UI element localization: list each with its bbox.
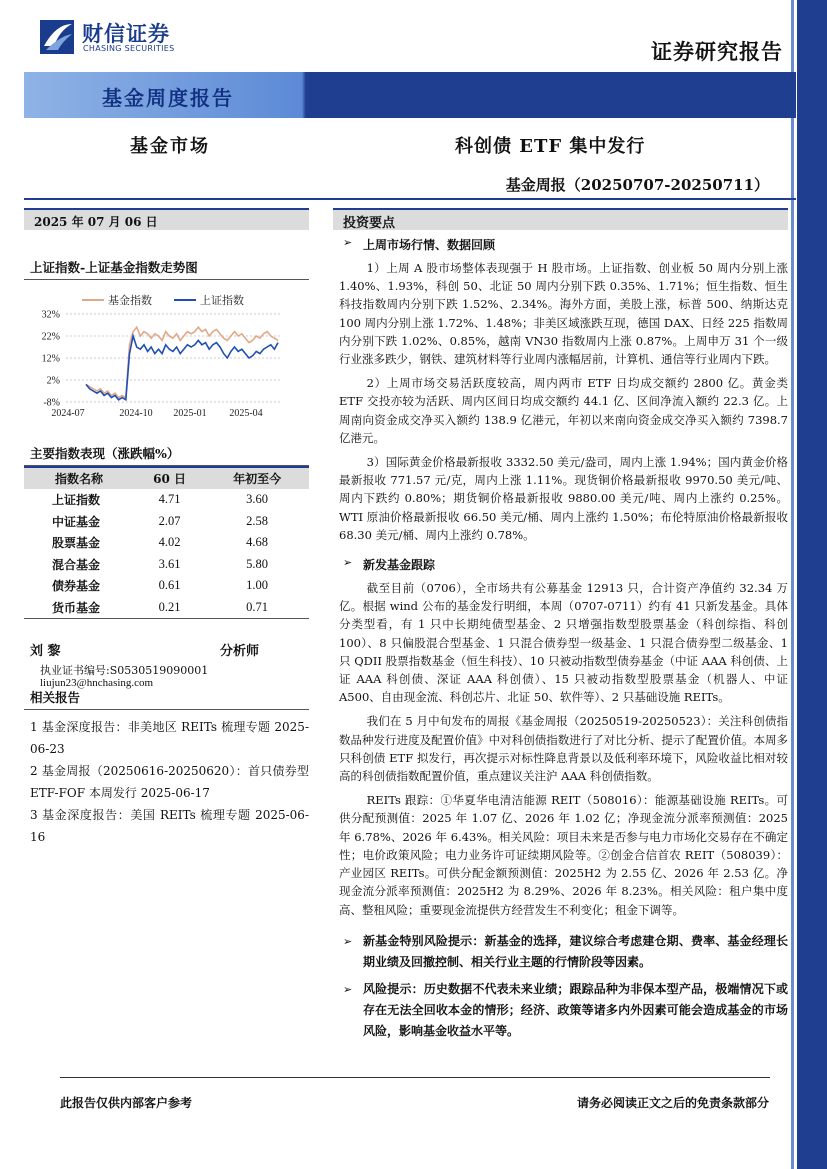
banner-title: 基金周度报告 [102,86,234,110]
paragraph: 截至目前（0706），全市场共有公募基金 12913 只，合计资产净值约 32.34 万亿。根据 wind 公布的基金发行明细，本周（0707-0711）约有 41 只新发基金。具体分类型看，有 1 只中长期纯债型基金、2 只增强指数型股票基金（科创综指、科创 100）、8 只偏股混合型基金、1 只混合债券型一级基金、1 只混合债券型二级基金、1 只 QDII 股票指数基金（恒生科技）、10 只被动指数型债券基金（中证 AAA 科创债、上证 AAA 科创债、深证 AAA 科创债）、15 只被动指数型股票基金（机器人、中证 A500、自由现金流、科创芯片、北证 50、软件等）、2 只基础设施 REITs。 [339,581,788,705]
section-title-market: ➢ 上周市场行情、数据回顾 [333,236,788,253]
left-column [24,208,309,844]
legend-label: 基金指数 [108,294,152,307]
section-title-new-funds: ➢ 新发基金跟踪 [333,556,788,573]
index-60d: 2.07 [158,513,181,528]
side-stripe [797,0,827,1169]
x-tick-label: 2024-07 [51,408,85,419]
table-row [24,554,309,576]
report-type: 证券研究报告 [651,39,783,64]
footer-divider [60,1077,770,1078]
x-tick-label: 2025-01 [173,408,207,419]
table-row [24,489,309,511]
x-tick-label: 2025-04 [229,408,263,419]
table-row [24,575,309,597]
page-title: 科创债 ETF 集中发行 [455,136,646,157]
y-tick-label: 2% [46,375,60,387]
index-ytd: 0.71 [205,597,309,619]
y-tick-label: -8% [43,397,60,409]
paragraph: 3）国际黄金价格最新报收 3332.50 美元/盎司，周内上涨 1.94%；国内黄金价格最新报收 771.57 元/克，周内上涨 1.11%。现货铜价格最新报收 9970.50 美元/吨、周内下跌约 0.80%；期货铜价格最新报收 9880.00 美元/吨、周内上涨约 0.25%。WTI 原油价格最新报收 66.50 美元/桶、周内上涨约 1.50%；布伦特原油价格最新报收 68.30 美元/桶、周内上涨约 0.78%。 [339,455,788,542]
footer-disclaimer: 请务必阅读正文之后的免责条款部分 [576,1096,769,1110]
index-ytd: 1.00 [246,578,268,593]
related-reports [24,688,309,848]
report-banner [24,72,796,118]
risk-warning: ➢ 风险提示：历史数据不代表未来业绩；跟踪品种为非保本型产品，极端情况下或存在无法全回收本金的情形；经济、政策等诸多内外因素可能会造成基金的市场风险，影响基金收益水平等。 [333,979,788,1042]
chart-heading: 上证指数-上证基金指数走势图 [24,258,309,280]
related-heading: 相关报告 [24,688,309,710]
index-name: 上证指数 [52,493,101,508]
index-name: 中证基金 [52,514,101,529]
related-report-link[interactable]: 3 基金深度报告：美国 REITs 梳理专题 2025-06-16 [30,808,309,844]
table-row [24,532,309,554]
paragraph: 我们在 5 月中旬发布的周报《基金周报（20250519-20250523）：关注科创债指数品种发行进度及配置价值》中对科创债指数进行了对比分析、提示了配置价值。本周多只科创债 ETF 拟发行，再次提示对标性降息背景以及低利率环境下，风险收益比相对较高的科创债指数配置价值，重点建议关注沪 AAA 科创债指数。 [339,714,788,784]
market-label: 基金市场 [130,136,210,157]
index-60d: 4.71 [158,492,181,507]
related-list [24,710,309,848]
index-ytd: 2.58 [246,513,268,528]
logo-mark-icon [36,16,78,58]
analyst-certificate: 执业证书编号:S0530519090001 [40,664,209,677]
series-line-fund-index [86,327,278,397]
report-date: 2025 年 07 月 06 日 [24,208,309,230]
y-tick-label: 12% [41,353,60,365]
title-divider [24,198,796,200]
table-header-row [24,467,309,489]
report-subtitle: 基金周报（20250707-20250711） [505,176,769,194]
analyst-role: 分析师 [220,644,260,659]
right-column [333,208,788,1042]
index-ytd: 4.68 [246,535,268,550]
index-60d: 0.61 [158,578,181,593]
index-table-heading: 主要指数表现（涨跌幅%） [24,444,309,466]
analyst-email[interactable]: liujun23@hnchasing.com [40,677,154,689]
paragraph: 1）上周 A 股市场整体表现强于 H 股市场。上证指数、创业板 50 周内分别上涨 1.40%、1.93%，科创 50、北证 50 周内分别下跌 0.35%、1.71%；恒生指数、恒生科技指数周内分别下跌 1.52%、2.34%。海外方面，美股上涨，标普 500、纳斯达克 100 周内分别上涨 1.72%、1.48%；非美区域涨跌互现，德国 DAX、日经 225 指数周内分别下跌 1.02%、0.85%，越南 VN30 指数周内上涨 0.87%。上周申万 31 个一级行业涨多跌少，钢铁、建筑材料等行业周内涨幅居前，计算机、通信等行业周内下跌。 [339,261,788,367]
y-tick-label: 32% [41,309,60,321]
company-logo [36,16,186,58]
footer-note: 此报告仅供内部客户参考 [60,1096,193,1110]
logo-text-cn: 财信证券 [82,22,170,46]
index-ytd: 5.80 [246,556,268,571]
col-header-name: 指数名称 [24,467,134,489]
index-name: 股票基金 [52,536,101,551]
table-row [24,597,309,619]
x-tick-label: 2024-10 [119,408,153,419]
index-name: 混合基金 [52,557,101,572]
index-name: 债券基金 [52,579,101,594]
index-trend-chart [24,286,309,431]
index-60d: 3.61 [158,556,181,571]
analyst-name: 刘 黎 [30,644,61,659]
col-header-ytd: 年初至今 [205,467,309,489]
related-report-link[interactable]: 2 基金周报（20250616-20250620）：首只债券型 ETF-FOF 本周发行 2025-06-17 [30,764,309,800]
legend-label: 上证指数 [200,294,244,307]
index-ytd: 3.60 [246,492,268,507]
paragraph: REITs 跟踪：①华夏华电清洁能源 REIT（508016）：能源基础设施 REITs。可供分配预测值：2025 年 1.07 亿、2026 年 1.02 亿；净现金流分派率预测值：2025 年 6.78%、2026 年 6.43%。相关风险：项目未来是否参与电力市场化交易存在不确定性；电价政策风险；电力业务许可证续期风险等。②创金合信首农 REIT（508039）：产业园区 REITs。可供分配金额预测值：2025H2 为 2.55 亿、2026 年 2.53 亿。净现金流分派率预测值：2025H2 为 8.29%、2026 年 8.23%。相关风险：租户集中度高、整租风险；重要现金流提供方经营发生不利变化；租金下调等。 [339,793,788,917]
new-fund-risk-warning: ➢ 新基金特别风险提示：新基金的选择，建议综合考虑建仓期、费率、基金经理长期业绩及回撤控制、相关行业主题的行情阶段等因素。 [333,931,788,973]
related-report-link[interactable]: 1 基金深度报告：非美地区 REITs 梳理专题 2025-06-23 [30,720,309,756]
index-performance-table [24,466,309,619]
investment-highlights-heading: 投资要点 [333,208,788,230]
index-name: 货币基金 [24,597,134,619]
y-tick-label: 22% [41,331,60,343]
index-60d: 0.21 [134,597,205,619]
col-header-60d: 60 日 [134,467,205,489]
series-line-sse-index [86,336,278,400]
table-row [24,511,309,533]
paragraph: 2）上周市场交易活跃度较高，周内两市 ETF 日均成交额约 2800 亿。黄金类 ETF 交投亦较为活跃、周内区间日均成交额约 44.1 亿、区间净流入额约 22.3 亿。上周南向资金成交净买入额约 138.9 亿港元，年初以来南向资金成交净买入额约 7398.7 亿港元。 [339,376,788,445]
logo-text-en: CHASING SECURITIES [83,44,175,53]
index-60d: 4.02 [158,535,181,550]
